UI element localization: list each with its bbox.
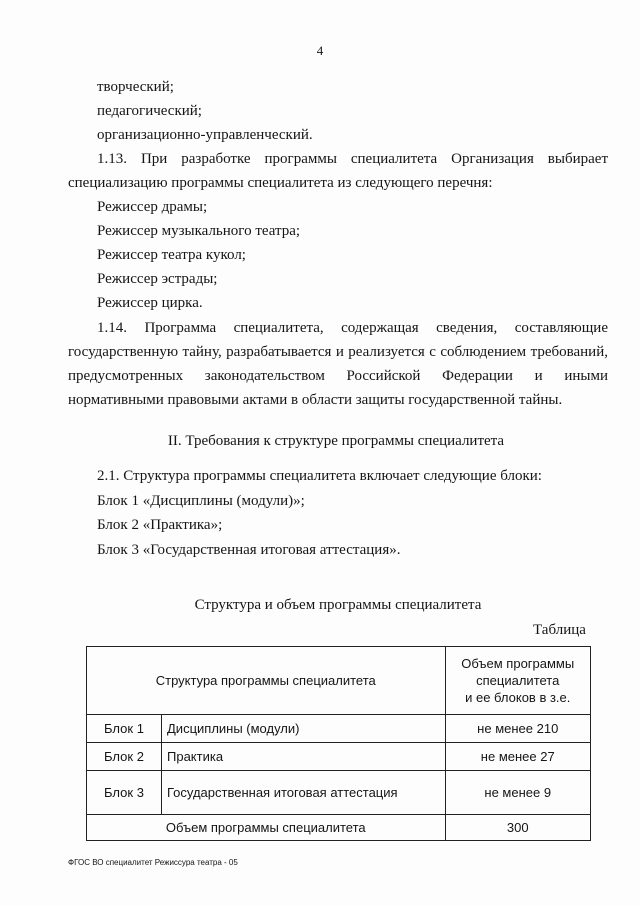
footer-text: ФГОС ВО специалитет Режиссура театра - 05 (68, 858, 238, 867)
table-label: Таблица (533, 622, 586, 638)
list-item: педагогический; (97, 103, 202, 119)
paragraph-line: специализацию программы специалитета из следующего перечня: (68, 175, 493, 191)
table-row (87, 771, 591, 815)
specialization-item: Режиссер театра кукол; (97, 247, 246, 263)
specialization-item: Режиссер эстрады; (97, 271, 218, 287)
table-header-row (87, 647, 591, 715)
header-volume-line: Объем программы (461, 656, 575, 671)
block-item: Блок 3 «Государственная итоговая аттестация». (97, 542, 401, 558)
paragraph-line: 2.1. Структура программы специалитета включает следующие блоки: (97, 468, 542, 484)
list-item: творческий; (97, 79, 174, 95)
table-row (87, 743, 591, 771)
specialization-item: Режиссер музыкального театра; (97, 223, 301, 239)
volume-cell: не менее 210 (445, 715, 591, 743)
volume-cell: не менее 27 (445, 743, 591, 771)
header-volume-line: и ее блоков в з.е. (465, 690, 571, 705)
paragraph-line: предусмотренных законодательством Российской Федерации и иными (68, 368, 608, 384)
block-name-cell: Практика (162, 743, 446, 771)
block-item: Блок 1 «Дисциплины (модули)»; (97, 493, 305, 509)
block-cell: Блок 2 (87, 743, 162, 771)
header-volume-line: специалитета (476, 673, 560, 688)
section-title: II. Требования к структуре программы специалитета (167, 433, 505, 449)
table-title: Структура и объем программы специалитета (194, 597, 482, 613)
specialization-item: Режиссер цирка. (97, 295, 203, 311)
volume-cell: не менее 9 (445, 771, 591, 815)
program-structure-table (86, 646, 591, 841)
paragraph-line: государственную тайну, разрабатывается и реализуется с соблюдением требований, (68, 344, 608, 360)
header-volume (445, 647, 591, 715)
header-structure: Структура программы специалитета (87, 647, 446, 715)
table-total-row (87, 815, 591, 841)
total-value-cell: 300 (445, 815, 591, 841)
block-name-cell: Дисциплины (модули) (162, 715, 446, 743)
paragraph-line: 1.13. При разработке программы специалитета Организация выбирает (97, 151, 608, 167)
paragraph-line: 1.14. Программа специалитета, содержащая сведения, составляющие (97, 320, 608, 336)
total-label-cell: Объем программы специалитета (87, 815, 446, 841)
table-row (87, 715, 591, 743)
block-cell: Блок 1 (87, 715, 162, 743)
block-cell: Блок 3 (87, 771, 162, 815)
specialization-item: Режиссер драмы; (97, 199, 208, 215)
paragraph-line: нормативными правовыми актами в области защиты государственной тайны. (68, 392, 563, 408)
page-number: 4 (316, 43, 324, 58)
block-name-cell: Государственная итоговая аттестация (162, 771, 446, 815)
list-item: организационно-управленческий. (97, 127, 313, 143)
block-item: Блок 2 «Практика»; (97, 517, 223, 533)
